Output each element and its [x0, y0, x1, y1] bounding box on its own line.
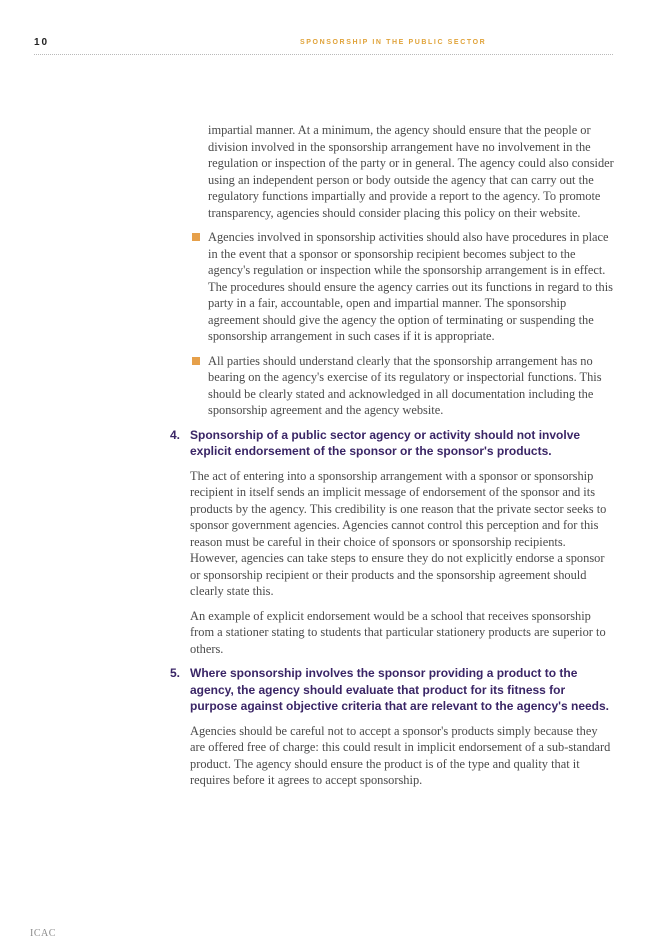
page-body: [170, 122, 614, 789]
bullet-item: [208, 353, 614, 419]
running-title: SPONSORSHIP IN THE PUBLIC SECTOR: [300, 39, 487, 46]
section-number: 5.: [170, 666, 181, 680]
section-paragraph: The act of entering into a sponsorship arrangement with a sponsor or sponsorship recipient in itself sends an implicit message of endorsement of the sponsor and its products by the agency. This credibility is one reason that the private sector seeks to sponsor government agencies. Agencies cannot control this perception and for this reason must be careful in their choice of sponsors or sponsorship recipients. However, agencies can take steps to ensure they do not explicitly endorse a sponsor or sponsorship recipient or their products and the sponsorship agreement should clearly state this.: [190, 468, 607, 598]
section-heading-text: Where sponsorship involves the sponsor providing a product to the agency, the agency should evaluate that product for its fitness for purpose against objective criteria that are relevant to the agency's needs.: [190, 666, 609, 713]
section-heading-text: Sponsorship of a public sector agency or activity should not involve explicit endorsement of the sponsor or the sponsor's products.: [190, 427, 581, 458]
bullet-text: Agencies involved in sponsorship activities should also have procedures in place in the event that a sponsor or sponsorship recipient becomes subject to the agency's regulation or inspection while the sponsorship arrangement is in effect. The procedures should ensure the agency carries out its functions in regard to this party in a fair, accountable, open and impartial manner. The sponsorship agreement should give the agency the option of terminating or suspending the sponsorship arrangement in such cases if it is appropriate.: [208, 230, 613, 343]
continued-paragraph: impartial manner. At a minimum, the agency should ensure that the people or division involved in the sponsorship arrangement have no involvement in the regulation or inspection of the party or in general. The agency could also consider using an independent person or body outside the agency that can carry out the regulatory functions impartially and provide a report to the agency. To promote transparency, agencies should consider placing this policy on their website.: [208, 123, 614, 220]
icac-logo: ICAC: [30, 928, 56, 939]
bullet-square-icon: [192, 233, 200, 241]
bullet-item: [208, 229, 614, 345]
bullet-square-icon: [192, 357, 200, 365]
page-number: 10: [34, 37, 50, 48]
bullet-text: All parties should understand clearly that the sponsorship arrangement has no bearing on the agency's exercise of its regulatory or inspectorial functions. This should be clearly stated and acknowledged in all documentation including the sponsorship agreement and the agency website.: [208, 353, 602, 417]
header-divider: [34, 54, 613, 55]
section-heading-4: [170, 427, 614, 460]
section-paragraph: Agencies should be careful not to accept a sponsor's products simply because they are offered free of charge: this could result in implicit endorsement of a sub-standard product. The agency should ensure the product is of the type and quality that it requires before it agrees to accept sponsorship.: [190, 723, 611, 787]
section-paragraph: An example of explicit endorsement would be a school that receives sponsorship from a stationer stating to students that particular stationery products are superior to others.: [190, 608, 606, 656]
section-heading-5: [170, 665, 614, 715]
section-number: 4.: [170, 427, 181, 442]
